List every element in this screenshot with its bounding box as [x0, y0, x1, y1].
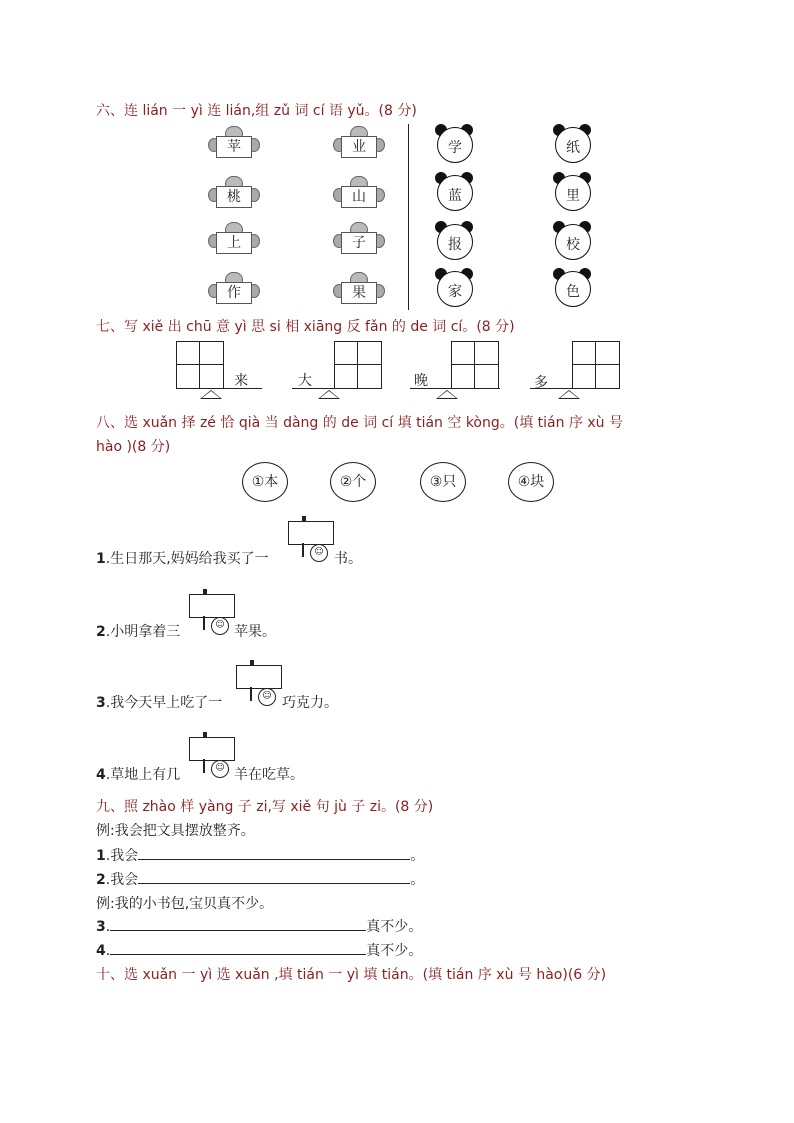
panda-word[interactable]: 学	[435, 124, 475, 164]
writing-box[interactable]	[334, 341, 382, 389]
fulcrum-icon	[436, 390, 458, 399]
sentence-item-1: 1.我会 。	[96, 845, 424, 865]
given-word: 来	[234, 373, 248, 389]
baby-card[interactable]	[333, 272, 383, 306]
answer-line[interactable]	[110, 940, 366, 955]
answer-sign[interactable]	[187, 589, 235, 633]
word-card: 果	[341, 282, 377, 304]
section9-title: 九、照 zhào 样 yàng 子 zi,写 xiě 句 jù 子 zi。(8 分)	[96, 799, 434, 815]
baby-card[interactable]	[208, 176, 258, 210]
sentence-item-4: 4. 真不少。	[96, 940, 422, 960]
word-card: 作	[216, 282, 252, 304]
writing-box[interactable]	[176, 341, 224, 389]
writing-box[interactable]	[451, 341, 499, 389]
answer-line[interactable]	[138, 845, 410, 860]
word-card: 山	[341, 186, 377, 208]
panda-word[interactable]: 校	[553, 221, 593, 261]
smiley-face-icon: ☺	[211, 617, 229, 635]
baby-card[interactable]	[208, 222, 258, 256]
baby-card[interactable]	[333, 222, 383, 256]
answer-box[interactable]	[189, 594, 235, 618]
panda-word[interactable]: 蓝	[435, 172, 475, 212]
section8-title-line2: hào )(8 分)	[96, 439, 171, 455]
measure-word-option: ①本	[242, 462, 288, 502]
divider-line	[408, 124, 409, 310]
sentence-item-2: 2.我会 。	[96, 869, 424, 889]
section10-title: 十、选 xuǎn 一 yì 选 xuǎn ,填 tián 一 yì 填 tián。(填 tián 序 xù 号 hào)(6 分)	[96, 967, 607, 983]
given-word: 大	[298, 373, 312, 389]
writing-box[interactable]	[572, 341, 620, 389]
fill-item-3: 3.我今天早上吃了一	[96, 695, 223, 711]
measure-word-option: ③只	[420, 462, 466, 502]
smiley-face-icon: ☺	[258, 688, 276, 706]
baby-card[interactable]	[333, 126, 383, 160]
smiley-face-icon: ☺	[310, 544, 328, 562]
fulcrum-icon	[558, 390, 580, 399]
given-word: 晚	[414, 373, 428, 389]
smiley-face-icon: ☺	[211, 760, 229, 778]
word-card: 上	[216, 232, 252, 254]
fill-item-2: 2.小明拿着三	[96, 624, 181, 640]
panda-word[interactable]: 里	[553, 172, 593, 212]
panda-word[interactable]: 纸	[553, 124, 593, 164]
panda-word[interactable]: 报	[435, 221, 475, 261]
answer-sign[interactable]	[286, 516, 334, 560]
answer-line[interactable]	[138, 869, 410, 884]
fulcrum-icon	[318, 390, 340, 399]
word-card: 桃	[216, 186, 252, 208]
fill-item-2-after: 苹果。	[234, 624, 276, 640]
fill-item-4-after: 羊在吃草。	[234, 767, 304, 783]
word-card: 苹	[216, 136, 252, 158]
sentence-item-3: 3. 真不少。	[96, 916, 422, 936]
example-sentence-2: 例:我的小书包,宝贝真不少。	[96, 896, 274, 912]
fill-item-3-after: 巧克力。	[282, 695, 338, 711]
answer-box[interactable]	[189, 737, 235, 761]
section6-title: 六、连 lián 一 yì 连 lián,组 zǔ 词 cí 语 yǔ。(8 分)	[96, 103, 417, 119]
panda-word[interactable]: 家	[435, 268, 475, 308]
answer-box[interactable]	[236, 665, 282, 689]
baby-card[interactable]	[208, 126, 258, 160]
panda-word[interactable]: 色	[553, 268, 593, 308]
measure-word-option: ②个	[330, 462, 376, 502]
word-card: 子	[341, 232, 377, 254]
section7-title: 七、写 xiě 出 chū 意 yì 思 si 相 xiāng 反 fǎn 的 de 词 cí。(8 分)	[96, 319, 515, 335]
section8-title-line1: 八、选 xuǎn 择 zé 恰 qià 当 dàng 的 de 词 cí 填 tián 空 kòng。(填 tián 序 xù 号	[96, 415, 624, 431]
fill-item-4: 4.草地上有几	[96, 767, 181, 783]
fulcrum-icon	[200, 390, 222, 399]
word-card: 业	[341, 136, 377, 158]
example-sentence-1: 例:我会把文具摆放整齐。	[96, 823, 255, 839]
baby-card[interactable]	[333, 176, 383, 210]
fill-item-1: 1.生日那天,妈妈给我买了一	[96, 551, 269, 567]
baby-card[interactable]	[208, 272, 258, 306]
answer-line[interactable]	[110, 916, 366, 931]
answer-box[interactable]	[288, 521, 334, 545]
answer-sign[interactable]	[234, 660, 282, 704]
answer-sign[interactable]	[187, 732, 235, 776]
fill-item-1-after: 书。	[334, 551, 362, 567]
measure-word-option: ④块	[508, 462, 554, 502]
given-word: 多	[534, 375, 548, 391]
